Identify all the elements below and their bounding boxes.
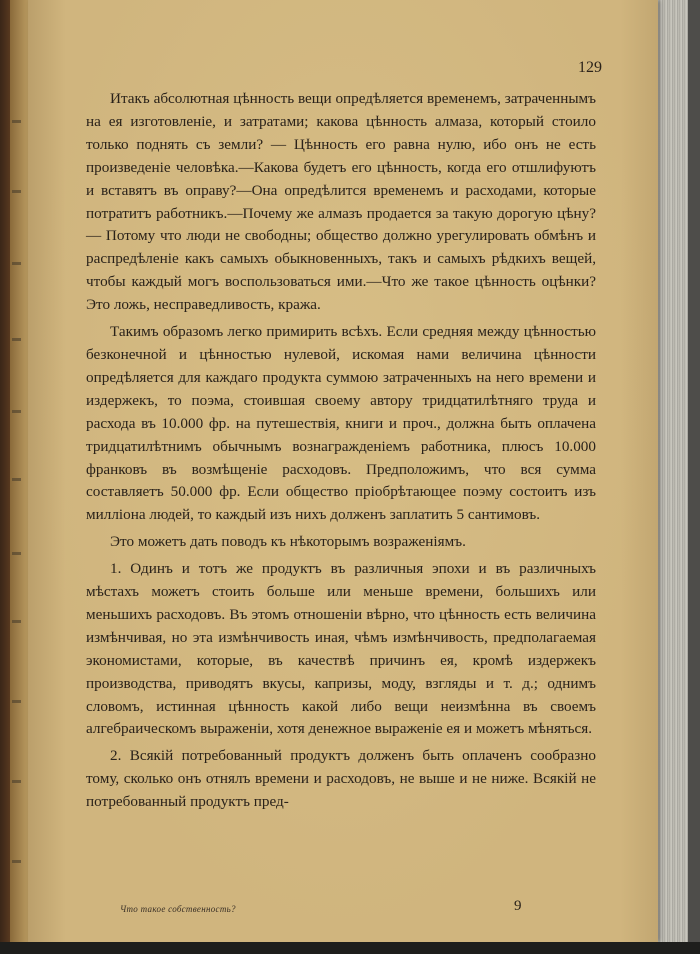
page-number: 129	[578, 59, 602, 76]
paragraph-5: 2. Всякій потребованный продуктъ долженъ быть оплаченъ сообразно тому, сколько онъ отнялъ времени и расходовъ, не выше и не ниже. Всякій не потребованный продуктъ пред-	[86, 747, 596, 811]
paragraph-4: 1. Одинъ и тотъ же продуктъ въ различныя эпохи и въ различныхъ мѣстахъ можетъ стоить больше или меньше времени, большихъ или меньшихъ расходовъ. Въ этомъ отношеніи вѣрно, что цѣнность есть величина измѣнчивая, но эта измѣнчивость иная, чѣмъ измѣнчивость, предполагаемая экономистами, которые, въ качествѣ причинъ ея, кромѣ издержекъ производства, приводятъ вкусы, капризы, моду, взгляды и т. д.; однимъ словомъ, истинная цѣнность какой либо вещи неизмѣнна въ своемъ алгебраическомъ выраженіи, хотя денежное выраженіе ея и можетъ мѣняться.	[86, 560, 596, 738]
paragraph-1: Итакъ абсолютная цѣнность вещи опредѣляется временемъ, затраченнымъ на ея изготовленіе, и затратами; какова цѣнность алмаза, который стоило только поднять съ земли? — Цѣнность его равна нулю, ибо онъ не есть произведеніе человѣка.—Какова будетъ его цѣнность, когда его отшлифуютъ и вставятъ въ оправу?—Она опредѣлится временемъ и расходами, которые потратитъ работникъ.—Почему же алмазъ продается за такую дорогую цѣну? — Потому что люди не свободны; общество должно урегулировать обмѣнъ и распредѣленіе какъ самыхъ обыкновенныхъ, такъ и самыхъ рѣдкихъ вещей, чтобы каждый могъ воспользоваться ими.—Что же такое цѣнность оцѣнки? Это ложь, несправедливость, кража.	[86, 90, 596, 314]
signature-mark: 9	[514, 898, 522, 914]
body-text	[86, 88, 596, 814]
paragraph-3: Это можетъ дать поводъ къ нѣкоторымъ возраженіямъ.	[110, 533, 466, 551]
table-surface	[0, 942, 700, 954]
footer-running-title: Что такое собственность?	[120, 904, 236, 914]
book-page	[28, 0, 658, 942]
paragraph-2: Такимъ образомъ легко примирить всѣхъ. Если средняя между цѣнностью безконечной и цѣнностью нулевой, искомая нами величина цѣнности опредѣляется для каждаго продукта суммою затраченныхъ на него времени и издержекъ, то поэма, стоившая своему автору тридцатилѣтняго труда и расхода въ 10.000 фр. на путешествія, книги и проч., должна быть оплачена тридцатилѣтнимъ обычнымъ вознагражденіемъ работника, плюсъ 10.000 франковъ въ возмѣщеніе расходовъ. Предположимъ, что вся сумма составляетъ 50.000 фр. Если общество пріобрѣтающее поэму состоитъ изъ милліона людей, то каждый изъ нихъ долженъ заплатить 5 сантимовъ.	[86, 323, 596, 524]
